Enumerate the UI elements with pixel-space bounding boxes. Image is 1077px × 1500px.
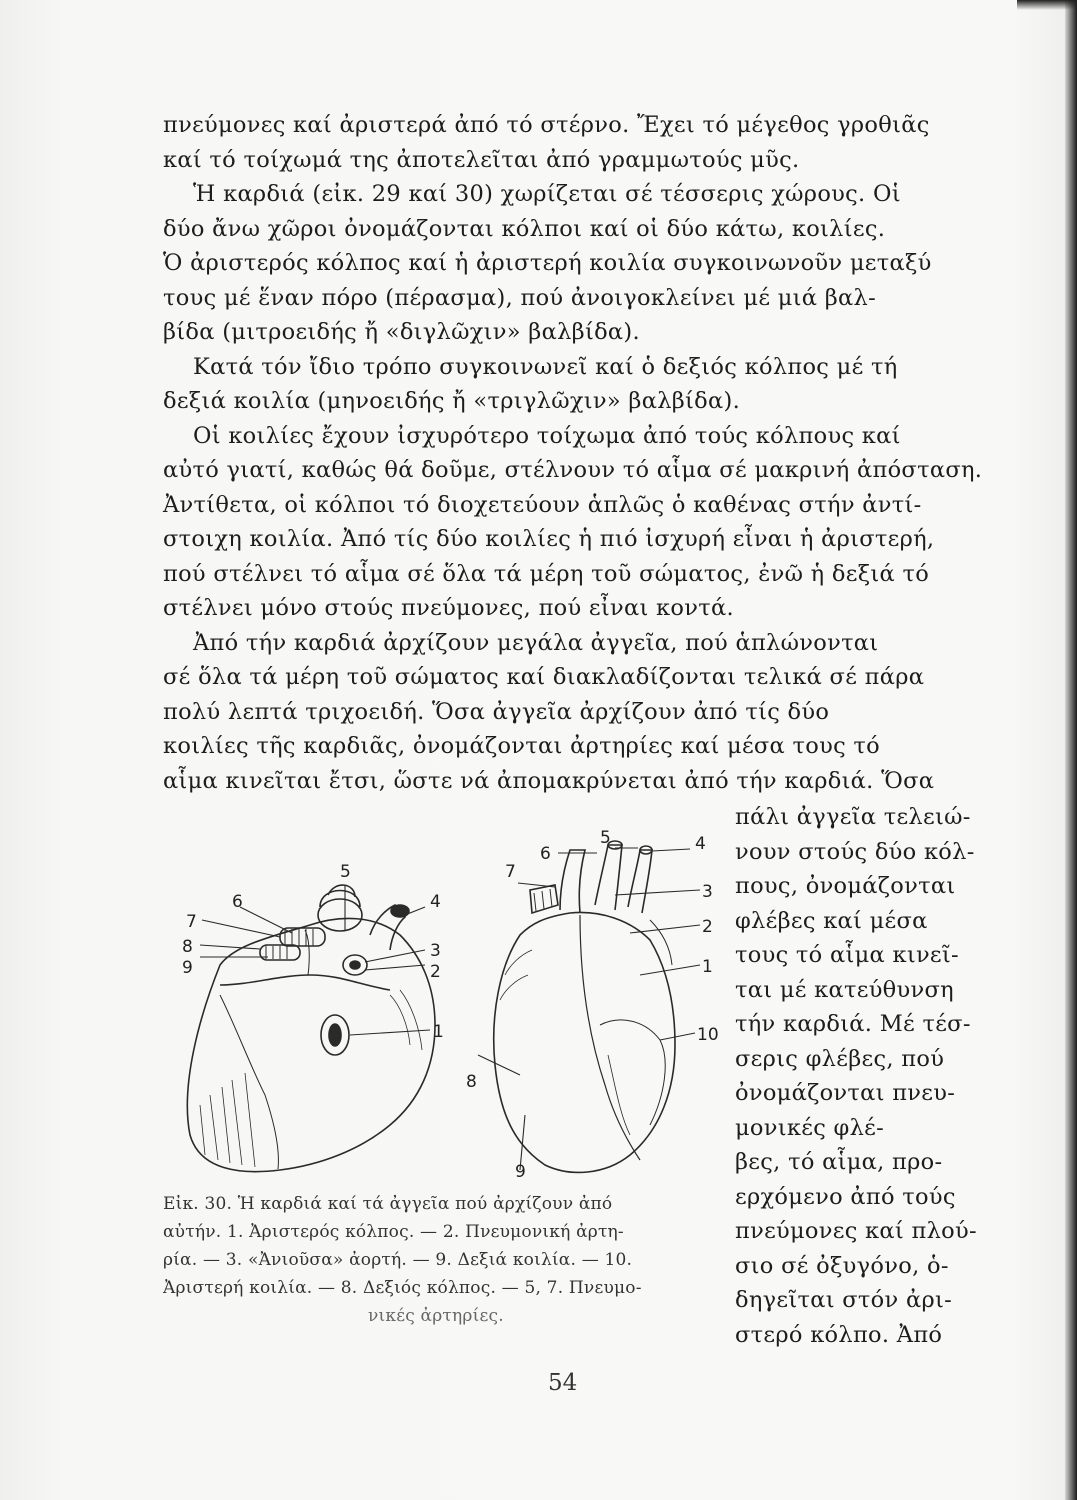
side-column-text: [735, 800, 997, 1352]
fig-right-label-6: 6: [540, 844, 551, 864]
side-line: στερό κόλπο. Ἀπό: [735, 1321, 943, 1348]
fig-left-label-6: 6: [232, 892, 243, 912]
side-line: ερχόμενο ἀπό τούς: [735, 1183, 956, 1210]
caption-line: ρία. — 3. «Ἀνιοῦσα» ἀορτή. — 9. Δεξιά κοιλία. — 10.: [163, 1250, 633, 1270]
text-line: αὐτό γιατί, καθώς θά δοῦμε, στέλνουν τό αἷμα σέ μακρινή ἀπόσταση.: [163, 457, 983, 483]
text-line: πνεύμονες καί ἀριστερά ἀπό τό στέρνο. Ἔχει τό μέγεθος γροθιᾶς: [163, 112, 930, 138]
page-edge-shadow: [1065, 0, 1077, 1500]
side-line: βες, τό αἷμα, προ-: [735, 1149, 943, 1175]
text-line: Ἀπό τήν καρδιά ἀρχίζουν μεγάλα ἀγγεῖα, πού ἁπλώνονται: [193, 629, 879, 656]
side-line: δηγεῖται στόν ἀρι-: [735, 1287, 952, 1313]
text-line: Ὁ ἀριστερός κόλπος καί ἡ ἀριστερή κοιλία συγκοινωνοῦν μεταξύ: [163, 250, 932, 276]
fig-right-label-9: 9: [515, 1162, 526, 1182]
text-line: καί τό τοίχωμά της ἀποτελεῖται ἀπό γραμμωτούς μῦς.: [163, 146, 800, 173]
text-line: κοιλίες τῆς καρδιᾶς, ὀνομάζονται ἀρτηρίες καί μέσα τους τό: [163, 733, 881, 759]
heart-figure: [160, 825, 730, 1185]
fig-left-label-3: 3: [430, 941, 441, 961]
fig-right-label-3: 3: [702, 882, 713, 902]
caption-line: Εἰκ. 30. Ἡ καρδιά καί τά ἀγγεῖα πού ἀρχίζουν ἀπό: [163, 1194, 613, 1214]
side-line: ὀνομάζονται πνευ-: [735, 1080, 956, 1106]
side-line: φλέβες καί μέσα: [735, 907, 928, 934]
text-line: Ἀντίθετα, οἱ κόλποι τό διοχετεύουν ἁπλῶς ὁ καθένας στήν ἀντί-: [163, 491, 922, 518]
fig-right-label-7: 7: [505, 862, 516, 882]
fig-left-label-5: 5: [340, 862, 351, 882]
text-line: Οἱ κοιλίες ἔχουν ἰσχυρότερο τοίχωμα ἀπό τούς κόλπους καί: [193, 422, 901, 449]
text-line: αἷμα κινεῖται ἔτσι, ὥστε νά ἀπομακρύνεται ἀπό τήν καρδιά. Ὅσα: [163, 767, 935, 794]
side-line: πάλι ἀγγεῖα τελειώ-: [735, 804, 971, 830]
side-line: ται μέ κατεύθυνση: [735, 976, 954, 1003]
side-line: σερις φλέβες, πού: [735, 1045, 945, 1072]
fig-left-label-7: 7: [186, 912, 197, 932]
caption-line: αὐτήν. 1. Ἀριστερός κόλπος. — 2. Πνευμονική ἀρτη-: [163, 1222, 624, 1242]
right-leader-lines: [478, 848, 700, 1170]
side-line: μονικές φλέ-: [735, 1114, 885, 1141]
fig-right-label-2: 2: [702, 917, 713, 937]
text-line: στοιχη κοιλία. Ἀπό τίς δύο κοιλίες ἡ πιό ἰσχυρή εἶναι ἡ ἀριστερή,: [163, 526, 935, 552]
right-heart-drawing: [494, 841, 675, 1172]
page-number: 54: [548, 1370, 578, 1396]
text-line: πού στέλνει τό αἷμα σέ ὅλα τά μέρη τοῦ σώματος, ἐνῶ ἡ δεξιά τό: [163, 560, 930, 587]
side-line: τήν καρδιά. Μέ τέσ-: [735, 1011, 971, 1037]
fig-right-label-10: 10: [697, 1025, 719, 1045]
fig-left-label-8: 8: [182, 937, 193, 957]
main-text: [163, 108, 1003, 798]
fig-right-label-5: 5: [600, 828, 611, 848]
side-line: πνεύμονες καί πλού-: [735, 1218, 977, 1244]
text-line: σέ ὅλα τά μέρη τοῦ σώματος καί διακλαδίζονται τελικά σέ πάρα: [163, 664, 925, 690]
page-corner-shadow: [1017, 0, 1077, 10]
caption-line: Ἀριστερή κοιλία. — 8. Δεξιός κόλπος. — 5, 7. Πνευμο-: [163, 1278, 642, 1298]
left-heart-drawing: [187, 885, 435, 1172]
side-line: σιο σέ ὀξυγόνο, ὁ-: [735, 1252, 949, 1279]
fig-left-label-1: 1: [433, 1022, 444, 1042]
text-line: τους μέ ἕναν πόρο (πέρασμα), πού ἀνοιγοκλείνει μέ μιά βαλ-: [163, 284, 876, 311]
fig-left-label-9: 9: [182, 958, 193, 978]
text-line: δεξιά κοιλία (μηνοειδής ἤ «τριγλῶχιν» βαλβίδα).: [163, 388, 741, 414]
fig-right-label-4: 4: [695, 834, 706, 854]
fig-left-label-4: 4: [430, 892, 441, 912]
text-line: δύο ἄνω χῶροι ὀνομάζονται κόλποι καί οἱ δύο κάτω, κοιλίες.: [163, 215, 886, 242]
side-line: πους, ὀνομάζονται: [735, 873, 956, 899]
text-line: Κατά τόν ἴδιο τρόπο συγκοινωνεῖ καί ὁ δεξιός κόλπος μέ τή: [193, 353, 898, 380]
fig-left-label-2: 2: [430, 962, 441, 982]
caption-line: νικές ἀρτηρίες.: [368, 1306, 504, 1326]
text-line: στέλνει μόνο στούς πνεύμονες, πού εἶναι κοντά.: [163, 595, 734, 621]
side-line: τους τό αἷμα κινεῖ-: [735, 942, 959, 968]
text-line: πολύ λεπτά τριχοειδή. Ὅσα ἀγγεῖα ἀρχίζουν ἀπό τίς δύο: [163, 698, 830, 725]
text-line: βίδα (μιτροειδής ἤ «διγλῶχιν» βαλβίδα).: [163, 319, 640, 345]
fig-right-label-1: 1: [702, 957, 713, 977]
text-line: Ἡ καρδιά (εἰκ. 29 καί 30) χωρίζεται σέ τέσσερις χώρους. Οἱ: [193, 181, 901, 207]
fig-right-label-8: 8: [466, 1072, 477, 1092]
figure-caption: [163, 1190, 718, 1330]
side-line: νουν στούς δύο κόλ-: [735, 838, 975, 865]
heart-diagram: [160, 825, 730, 1185]
